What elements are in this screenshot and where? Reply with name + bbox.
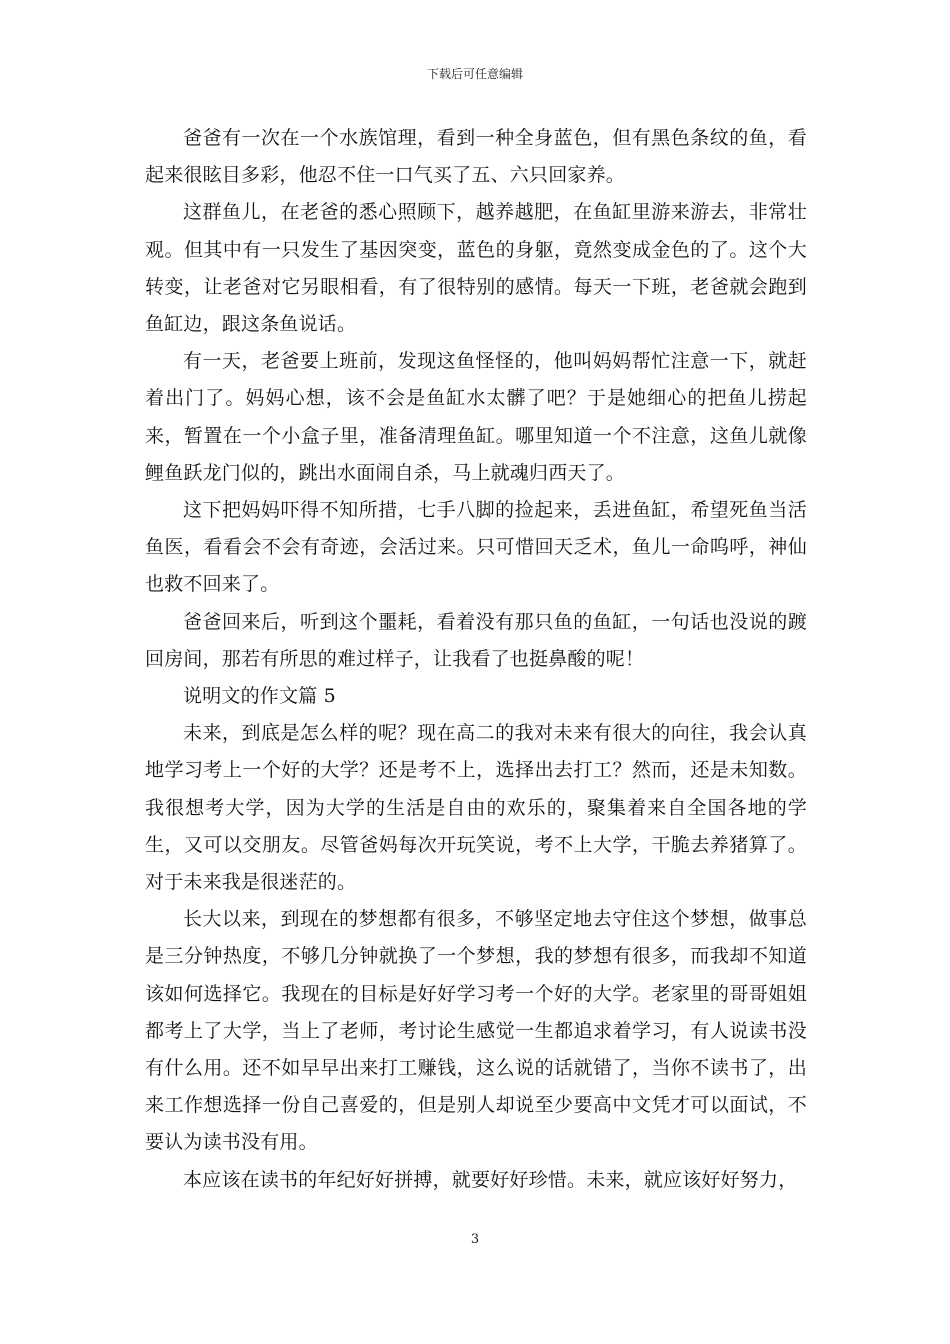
document-body bbox=[145, 120, 807, 1199]
body-paragraph: 这下把妈妈吓得不知所措，七手八脚的捡起来，丢进鱼缸，希望死鱼当活鱼医，看看会不会有奇迹，会活过来。只可惜回天乏术，鱼儿一命呜呼，神仙也救不回来了。 bbox=[145, 499, 807, 596]
body-paragraph: 本应该在读书的年纪好好拼搏，就要好好珍惜。未来，就应该好好努力， bbox=[183, 1168, 798, 1191]
page-number: 3 bbox=[470, 1232, 480, 1247]
body-paragraph: 爸爸有一次在一个水族馆理，看到一种全身蓝色，但有黑色条纹的鱼，看起来很眩目多彩，他忍不住一口气买了五、六只回家养。 bbox=[145, 127, 807, 187]
body-paragraph: 这群鱼儿，在老爸的悉心照顾下，越养越肥，在鱼缸里游来游去，非常壮观。但其中有一只发生了基因突变，蓝色的身躯，竟然变成金色的了。这个大转变，让老爸对它另眼相看，有了很特别的感情。每天一下班，老爸就会跑到鱼缸边，跟这条鱼说话。 bbox=[145, 201, 807, 336]
body-paragraph: 未来，到底是怎么样的呢？现在高二的我对未来有很大的向往，我会认真地学习考上一个好的大学？还是考不上，选择出去打工？然而，还是未知数。我很想考大学，因为大学的生活是自由的欢乐的，聚集着来自全国各地的学生，又可以交朋友。尽管爸妈每次开玩笑说，考不上大学，干脆去养猪算了。对于未来我是很迷茫的。 bbox=[145, 722, 807, 894]
body-paragraph: 长大以来，到现在的梦想都有很多，不够坚定地去守住这个梦想，做事总是三分钟热度，不够几分钟就换了一个梦想，我的梦想有很多，而我却不知道该如何选择它。我现在的目标是好好学习考一个好的大学。老家里的哥哥姐姐都考上了大学，当上了老师，考讨论生感觉一生都追求着学习，有人说读书没有什么用。还不如早早出来打工赚钱，这么说的话就错了，当你不读书了，出来工作想选择一份自己喜爱的，但是别人却说至少要高中文凭才可以面试，不要认为读书没有用。 bbox=[145, 908, 807, 1154]
page-header: 下载后可任意编辑 bbox=[426, 67, 523, 81]
body-paragraph: 爸爸回来后，听到这个噩耗，看着没有那只鱼的鱼缸，一句话也没说的踱回房间，那若有所思的难过样子，让我看了也挺鼻酸的呢！ bbox=[145, 610, 807, 670]
body-paragraph: 有一天，老爸要上班前，发现这鱼怪怪的，他叫妈妈帮忙注意一下，就赶着出门了。妈妈心想，该不会是鱼缸水太髒了吧？于是她细心的把鱼儿捞起来，暂置在一个小盒子里，准备清理鱼缸。哪里知道一个不注意，这鱼儿就像鲤鱼跃龙门似的，跳出水面闹自杀，马上就魂归西天了。 bbox=[145, 350, 807, 484]
section-heading: 说明文的作文篇 5 bbox=[183, 685, 336, 708]
